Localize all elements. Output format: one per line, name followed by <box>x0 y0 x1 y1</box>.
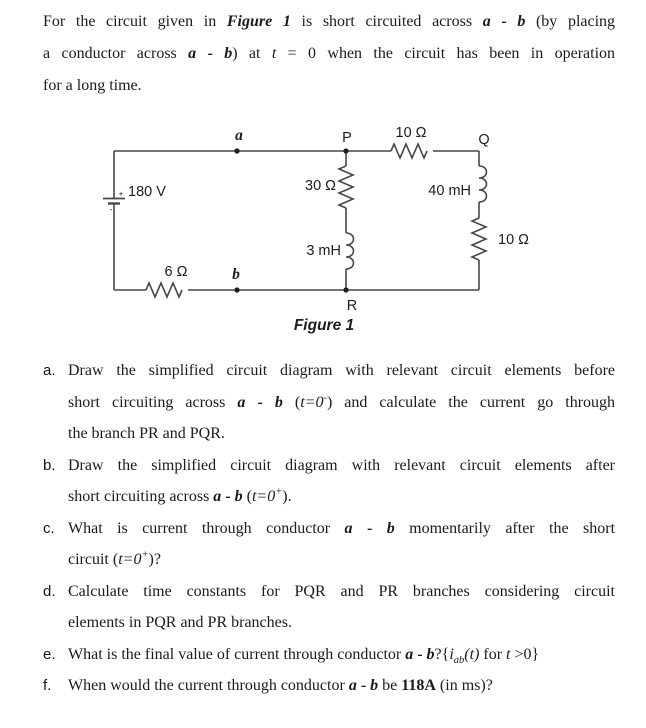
text-run: a <box>213 488 222 505</box>
node-q-label: Q <box>478 132 490 148</box>
text-run: Draw the simplified circuit diagram with relevant circuit elements after <box>68 456 615 474</box>
text-line <box>43 6 615 38</box>
node-b-label: b <box>232 266 240 283</box>
text-run: 118A <box>401 677 436 694</box>
node-p-dot <box>343 148 348 153</box>
resistor-mid-zigzag <box>339 166 353 208</box>
text-line <box>43 387 615 419</box>
text-run: elements in PQR and PR branches. <box>68 614 292 631</box>
text-run: Calculate time constants for PQR and PR branches considering circuit <box>68 582 615 600</box>
text-line <box>43 607 615 639</box>
text-run: For the circuit given in <box>43 13 227 30</box>
question-item-c <box>43 513 615 576</box>
text-run: a <box>348 677 357 694</box>
figure-caption: Figure 1 <box>293 317 355 334</box>
text-run: short circuiting across <box>68 488 214 505</box>
text-run: b <box>234 488 243 505</box>
text-run: b <box>274 393 283 411</box>
text-run: b <box>386 519 395 537</box>
text-run: t <box>469 645 475 663</box>
text-line <box>43 450 615 482</box>
text-run: momentarily after the short <box>394 519 616 537</box>
node-a-dot <box>234 148 239 153</box>
text-run: ( <box>464 645 470 663</box>
inductor-right-coil <box>479 166 487 202</box>
text-run: b <box>224 45 233 62</box>
text-run: =0 <box>122 551 142 568</box>
text-run: =0 <box>304 393 324 411</box>
text-run: t <box>271 45 277 62</box>
text-run: ) <box>474 645 480 663</box>
text-run: b <box>426 645 435 663</box>
text-run: for a long time. <box>43 77 142 94</box>
text-run: ). <box>282 488 292 505</box>
resistor-bottom-zigzag <box>146 283 182 297</box>
question-item-b <box>43 450 615 513</box>
text-line <box>43 355 615 387</box>
text-run: - <box>221 488 235 505</box>
question-item-a <box>43 355 615 450</box>
text-run: >0} <box>510 645 540 663</box>
text-run: What is the final value of current through conductor <box>68 645 406 663</box>
text-line <box>43 513 615 545</box>
text-run: a <box>344 519 353 537</box>
text-run: b <box>370 677 379 694</box>
text-run: ?{ <box>434 645 450 663</box>
text-run: + <box>275 486 283 498</box>
text-run: t <box>506 645 511 663</box>
text-line <box>43 481 615 513</box>
text-run: - <box>490 13 518 30</box>
node-b-dot <box>234 287 239 292</box>
text-line <box>43 670 615 702</box>
text-run: a conductor across <box>43 45 189 62</box>
text-run: short circuiting across <box>68 393 238 411</box>
text-run: ) at <box>232 45 272 62</box>
text-run: the branch PR and PQR. <box>68 425 225 442</box>
text-run: (by placing <box>525 13 616 30</box>
node-a-label: a <box>235 127 243 144</box>
text-run: ) and calculate the current go through <box>326 393 616 411</box>
text-run: b <box>517 13 526 30</box>
text-run: ab <box>453 654 465 666</box>
text-run: a <box>405 645 414 663</box>
text-line <box>43 38 615 70</box>
text-run: be <box>378 677 402 694</box>
text-run: )? <box>148 551 161 568</box>
node-r-dot <box>343 287 348 292</box>
inductor-mid-label: 3 mH <box>306 243 341 259</box>
list-marker: e. <box>43 645 56 663</box>
text-run: Draw the simplified circuit diagram with relevant circuit elements before <box>68 362 615 379</box>
text-run: + <box>141 549 149 561</box>
text-run: (in ms)? <box>435 677 493 694</box>
text-run: a <box>482 13 491 30</box>
text-run: ( <box>282 393 301 411</box>
question-item-f <box>43 670 615 702</box>
battery-plus-sign: + <box>118 188 124 199</box>
resistor-bottom-label: 6 Ω <box>164 264 188 280</box>
list-marker: a. <box>43 362 56 379</box>
text-run: - <box>352 519 387 537</box>
list-marker: c. <box>43 519 55 537</box>
text-run: - <box>413 645 427 663</box>
intro-paragraph <box>43 6 615 102</box>
list-marker: d. <box>43 582 56 600</box>
text-run: =0 <box>256 488 276 505</box>
text-run: t <box>251 488 257 505</box>
text-run: a <box>237 393 246 411</box>
text-run: Figure 1 <box>226 13 291 30</box>
voltage-source-label: 180 V <box>128 184 166 200</box>
text-run: t <box>300 393 305 411</box>
text-line <box>43 639 615 671</box>
list-marker: f. <box>43 677 52 694</box>
question-list <box>43 355 615 702</box>
text-run: - <box>323 392 327 404</box>
resistor-top-zigzag <box>391 144 427 158</box>
inductor-mid-coil <box>346 233 354 269</box>
text-line <box>43 70 615 102</box>
text-run: When would the current through conductor <box>68 677 349 694</box>
resistor-top-label: 10 Ω <box>395 125 427 141</box>
text-run: circuit ( <box>68 551 119 568</box>
text-run: What is current through conductor <box>68 519 345 537</box>
question-item-d <box>43 576 615 639</box>
text-run: t <box>118 551 123 568</box>
list-marker: b. <box>43 456 56 474</box>
resistor-right-zigzag <box>472 218 486 260</box>
text-run: for <box>479 645 507 663</box>
question-item-e <box>43 639 615 671</box>
resistor-right-label: 10 Ω <box>498 232 529 248</box>
text-run: i <box>449 645 454 663</box>
battery-minus-sign: - <box>109 204 113 214</box>
text-run: is short circuited across <box>290 13 483 30</box>
text-run: a <box>188 45 197 62</box>
text-line <box>43 418 615 450</box>
text-run: = 0 when the circuit has been in operation <box>276 45 616 62</box>
node-r-label: R <box>346 298 358 314</box>
inductor-right-label: 40 mH <box>428 183 471 199</box>
text-line <box>43 544 615 576</box>
text-run: ( <box>242 488 252 505</box>
node-p-label: P <box>342 130 352 146</box>
text-run: - <box>245 393 275 411</box>
text-run: - <box>356 677 371 694</box>
resistor-mid-label: 30 Ω <box>305 178 336 194</box>
text-line <box>43 576 615 608</box>
text-run: - <box>196 45 225 62</box>
